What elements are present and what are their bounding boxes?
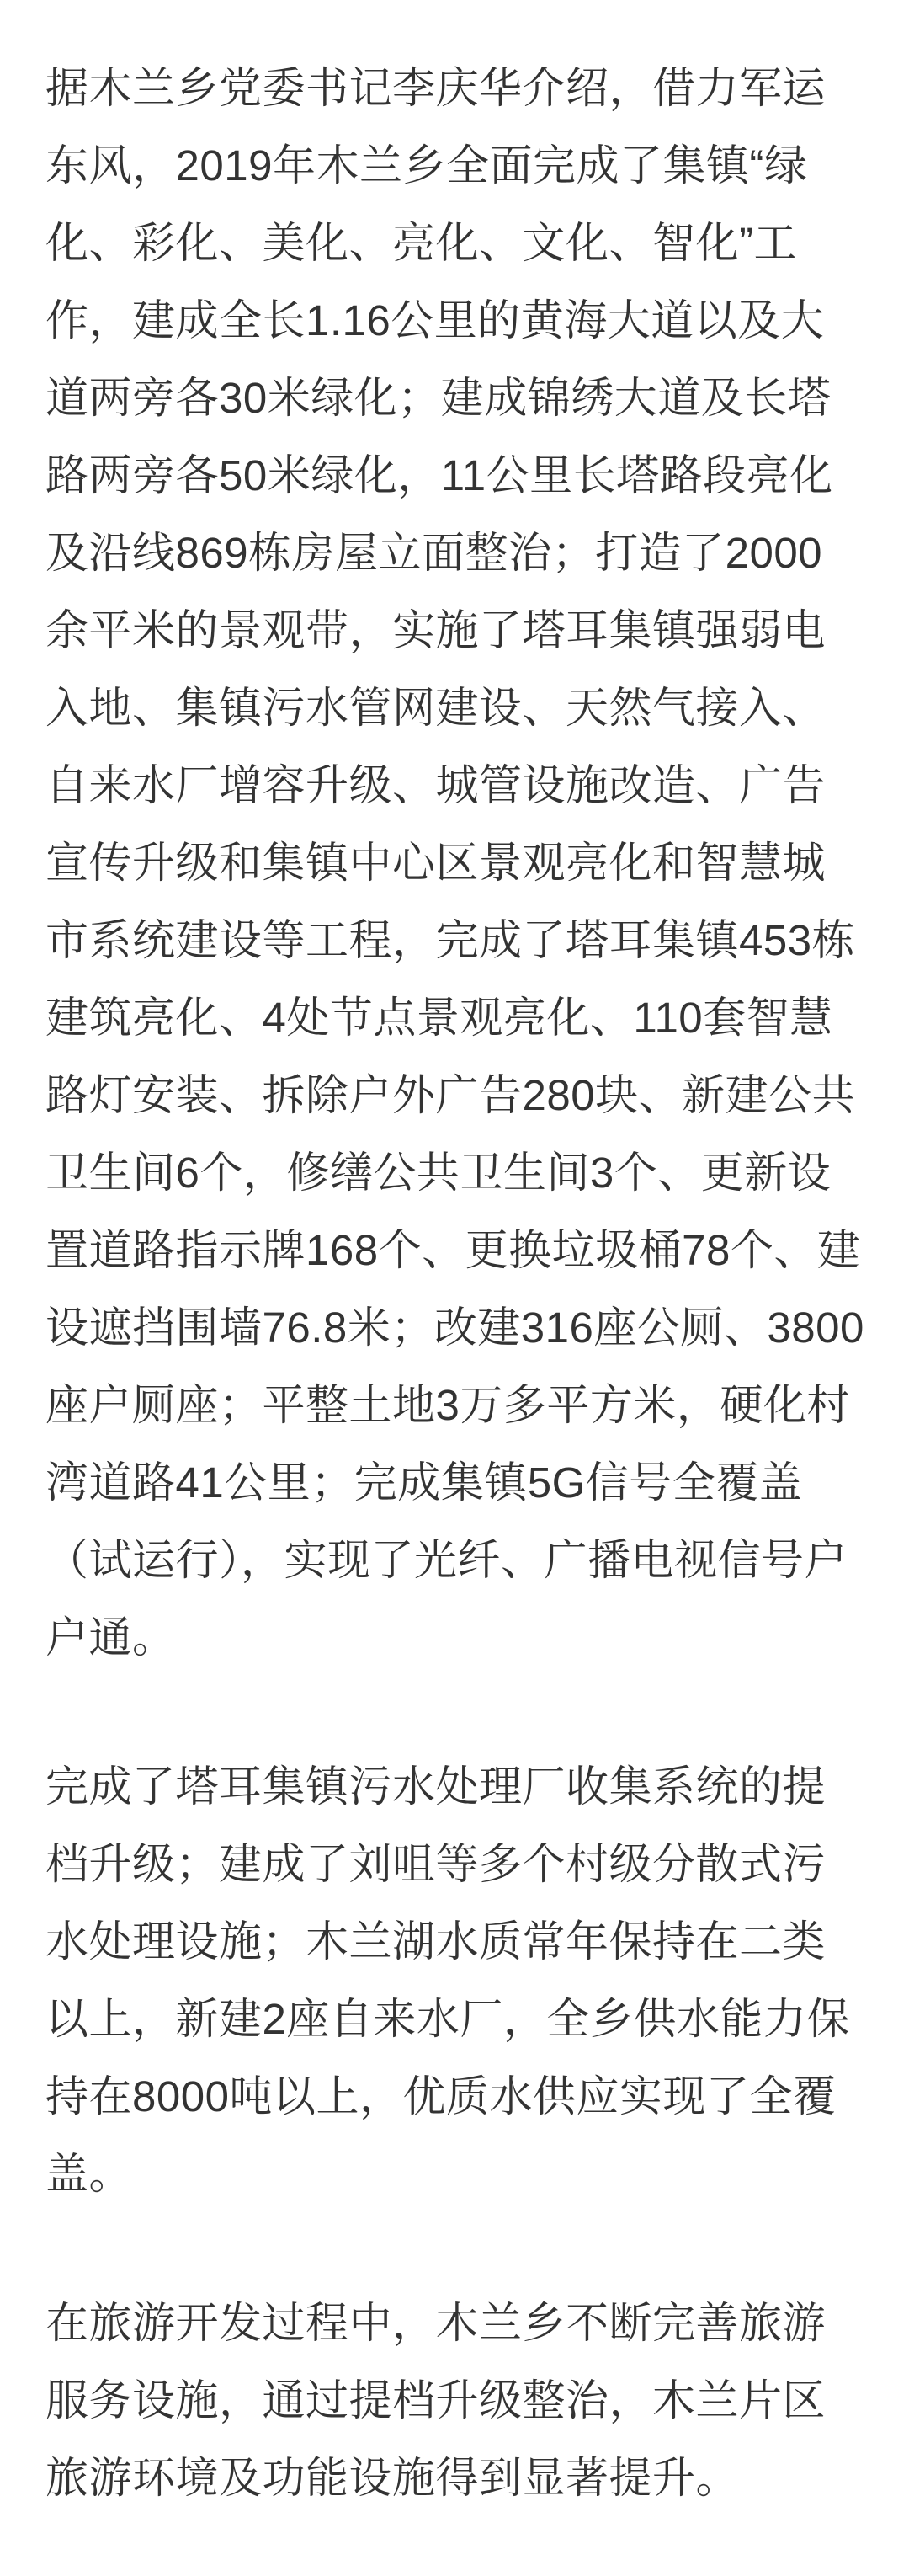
paragraph-water-treatment: 完成了塔耳集镇污水处理厂收集系统的提档升级；建成了刘咀等多个村级分散式污水处理设施；木兰湖水质常年保持在二类以上，新建2座自来水厂，全乡供水能力保持在8000吨以上，优质水供应实现了全覆盖。 — [45, 1763, 850, 2198]
paragraph-achievements-2019: 据木兰乡党委书记李庆华介绍，借力军运东风，2019年木兰乡全面完成了集镇“绿化、彩化、美化、亮化、文化、智化”工作，建成全长1.16公里的黄海大道以及大道两旁各30米绿化；建成锦绣大道及长塔路两旁各50米绿化，11公里长塔路段亮化及沿线869栋房屋立面整治；打造了2000余平米的景观带，实施了塔耳集镇强弱电入地、集镇污水管网建设、天然气接入、自来水厂增容升级、城管设施改造、广告宣传升级和集镇中心区景观亮化和智慧城市系统建设等工程，完成了塔耳集镇453栋建筑亮化、4处节点景观亮化、110套智慧路灯安装、拆除户外广告280块、新建公共卫生间6个，修缮公共卫生间3个、更新设置道路指示牌168个、更换垃圾桶78个、建设遮挡围墙76.8米；改建316座公厕、3800座户厕座；平整土地3万多平方米，硬化村湾道路41公里；完成集镇5G信号全覆盖（试运行），实现了光纤、广播电视信号户户通。 — [45, 64, 864, 1661]
paragraph-tourism-development: 在旅游开发过程中，木兰乡不断完善旅游服务设施，通过提档升级整治，木兰片区旅游环境及功能设施得到显著提升。 — [45, 2299, 827, 2502]
